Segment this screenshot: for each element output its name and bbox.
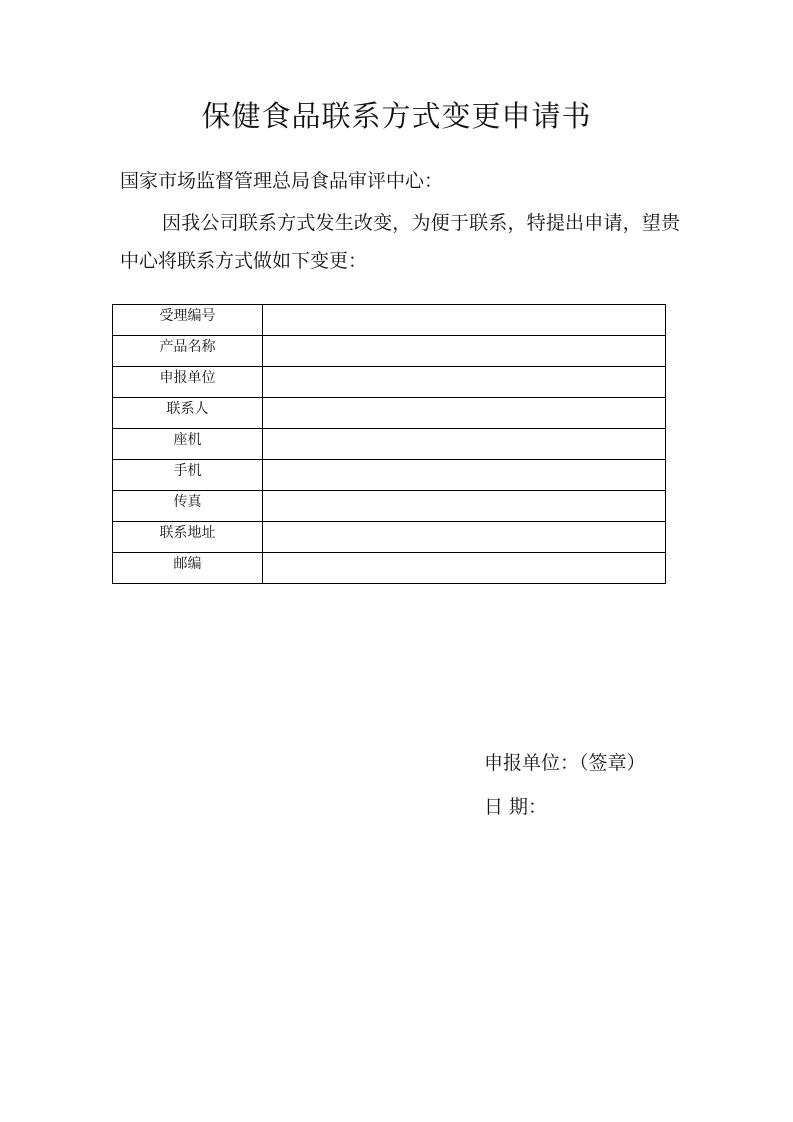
- salutation: 国家市场监督管理总局食品审评中心：: [120, 170, 444, 192]
- field-product-name[interactable]: [263, 336, 666, 367]
- field-applicant-unit[interactable]: [263, 367, 666, 398]
- change-details-table: [112, 304, 666, 584]
- field-mobile[interactable]: [263, 460, 666, 491]
- label-contact-person: 联系人: [113, 398, 263, 429]
- table-row-contact-person: [113, 398, 666, 429]
- field-postcode[interactable]: [263, 553, 666, 584]
- label-postcode: 邮编: [113, 553, 263, 584]
- label-mobile: 手机: [113, 460, 263, 491]
- table-row-product-name: [113, 336, 666, 367]
- label-acceptance-number: 受理编号: [113, 305, 263, 336]
- body-paragraph: 因我公司联系方式发生改变，为便于联系，特提出申请，望贵中心将联系方式做如下变更：: [120, 212, 680, 272]
- field-address[interactable]: [263, 522, 666, 553]
- table-row-acceptance-number: [113, 305, 666, 336]
- label-address: 联系地址: [113, 522, 263, 553]
- field-landline[interactable]: [263, 429, 666, 460]
- field-contact-person[interactable]: [263, 398, 666, 429]
- table-row-address: [113, 522, 666, 553]
- field-fax[interactable]: [263, 491, 666, 522]
- signature-unit-line: 申报单位：（签章）: [484, 752, 646, 774]
- table-row-applicant-unit: [113, 367, 666, 398]
- label-product-name: 产品名称: [113, 336, 263, 367]
- signature-date-line: 日 期：: [484, 796, 548, 818]
- label-fax: 传真: [113, 491, 263, 522]
- label-landline: 座机: [113, 429, 263, 460]
- table-row-landline: [113, 429, 666, 460]
- table-row-fax: [113, 491, 666, 522]
- table-row-postcode: [113, 553, 666, 584]
- table-row-mobile: [113, 460, 666, 491]
- document-title: 保健食品联系方式变更申请书: [201, 99, 592, 133]
- field-acceptance-number[interactable]: [263, 305, 666, 336]
- label-applicant-unit: 申报单位: [113, 367, 263, 398]
